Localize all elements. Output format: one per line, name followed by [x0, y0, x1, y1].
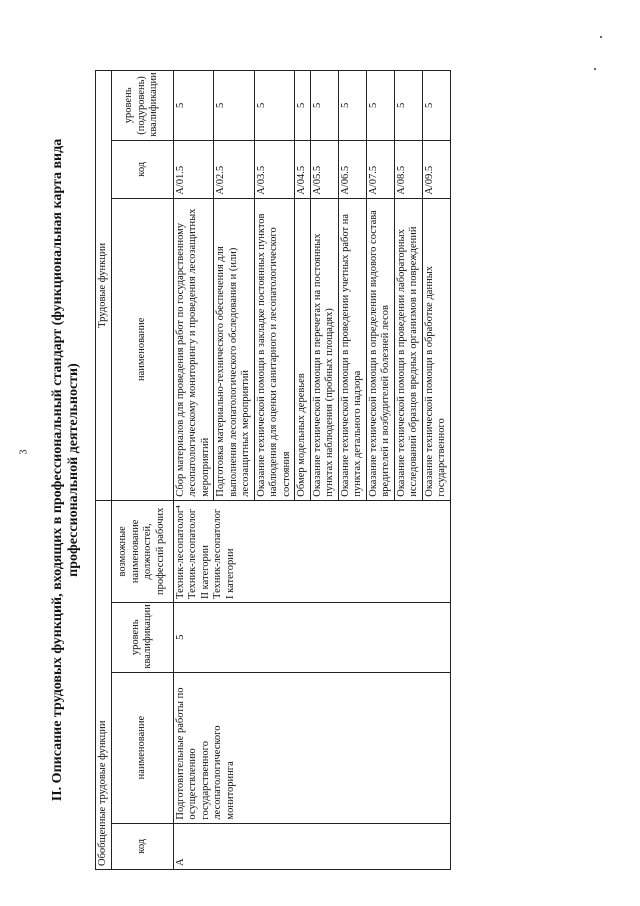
tf-level: 5 [254, 71, 295, 141]
gf-positions: Техник-лесопатолог⁴ Техник-лесопатолог II категории Техник-лесопатолог I категории [173, 500, 450, 602]
tf-code: А/03.5 [254, 140, 295, 198]
col-header-tf-code: код [111, 140, 173, 198]
tf-code: А/06.5 [338, 140, 366, 198]
tf-code: А/08.5 [394, 140, 422, 198]
col-header-code: код [111, 823, 173, 869]
heading-line-1: II. Описание трудовых функций, входящих в профессиональный стандарт (функциональная карта вида [50, 138, 65, 802]
tf-level: 5 [173, 71, 214, 141]
functional-map-table [95, 70, 451, 870]
tf-level: 5 [295, 71, 311, 141]
tf-code: А/07.5 [366, 140, 394, 198]
tf-level: 5 [310, 71, 338, 141]
tf-level: 5 [366, 71, 394, 141]
tf-level: 5 [394, 71, 422, 141]
labor-functions-header: Трудовые функции [96, 71, 112, 501]
page-number: 3 [18, 449, 30, 455]
tf-code: А/05.5 [310, 140, 338, 198]
tf-code: А/09.5 [422, 140, 450, 198]
col-header-positions: возможные наименование должностей, профессий рабочих [111, 500, 173, 602]
tf-code: А/04.5 [295, 140, 311, 198]
gf-name: Подготовительные работы по осуществлению государственного лесопатологического мониторинга [173, 672, 450, 823]
generalized-functions-header: Обобщенные трудовые функции [96, 500, 112, 869]
tf-name: Оказание технической помощи в перечетах на постоянных пунктах наблюдения (пробных площадях) [310, 198, 338, 500]
tf-name: Подготовка материально-технического обеспечения для выполнения лесопатологического обследования и (или) лесозащитных мероприятий [214, 198, 255, 500]
tf-level: 5 [338, 71, 366, 141]
tf-name: Оказание технической помощи в закладке постоянных пунктов наблюдения для оценки санитарного и лесопатологического состояния [254, 198, 295, 500]
gf-level: 5 [173, 602, 450, 672]
tf-code: А/01.5 [173, 140, 214, 198]
tf-level: 5 [422, 71, 450, 141]
heading-line-2: профессиональной деятельности) [66, 363, 81, 577]
tf-name: Оказание технической помощи в проведении лабораторных исследований образцов вредных организмов и повреждений [394, 198, 422, 500]
tf-code: А/02.5 [214, 140, 255, 198]
rotated-page-content [50, 40, 610, 880]
tf-name: Сбор материалов для проведения работ по государственному лесопатологическому мониторингу и проведения лесозащитных мероприятий [173, 198, 214, 500]
section-heading [50, 60, 82, 880]
gf-code: А [173, 823, 450, 869]
tf-name: Оказание технической помощи в проведении учетных работ на пунктах детального надзора [338, 198, 366, 500]
table-row [173, 71, 214, 870]
col-header-tf-name: наименование [111, 198, 173, 500]
tf-name: Обмер модельных деревьев [295, 198, 311, 500]
col-header-name: наименование [111, 672, 173, 823]
group-header-row [96, 71, 112, 870]
col-header-level: уровень квалификации [111, 602, 173, 672]
tf-name: Оказание технической помощи в обработке данных государственного [422, 198, 450, 500]
col-header-tf-level: уровень (подуровень) квалификации [111, 71, 173, 141]
tf-level: 5 [214, 71, 255, 141]
scan-speck [600, 36, 602, 38]
column-header-row [111, 71, 173, 870]
tf-name: Оказание технической помощи в определении видового состава вредителей и возбудителей болезней лесов [366, 198, 394, 500]
